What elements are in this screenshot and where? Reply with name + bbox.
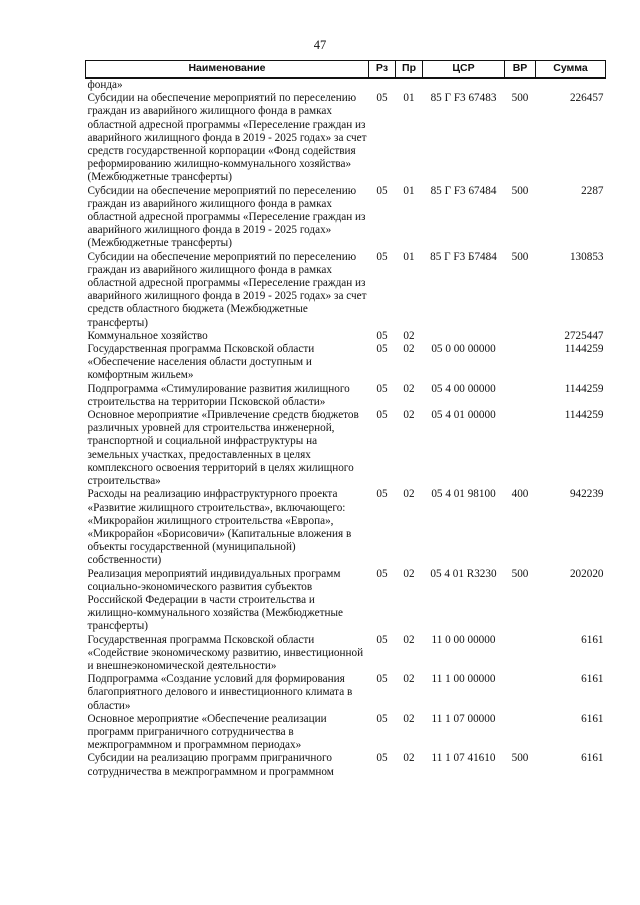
table-row <box>86 409 606 488</box>
table-row <box>86 330 606 343</box>
cell-pr: 02 <box>403 752 415 765</box>
cell-name: Субсидии на реализацию программ приграничного сотрудничества в межпрограммном и программном <box>87 752 334 778</box>
cell-name: Субсидии на обеспечение мероприятий по переселению граждан из аварийного жилищного фонда в рамках областной адресной программы «Переселение граждан из аварийного жилищного фонда в 2019 - 2025 годах» за счет средств государственной корпорации «Фонд содействия реформированию жилищно-коммунального хозяйства» (Межбюджетные трансферты) <box>87 92 367 184</box>
cell-pr: 02 <box>403 673 415 686</box>
cell-csr: 85 Г F3 Б7484 <box>430 250 497 263</box>
cell-rz: 05 <box>376 250 388 263</box>
cell-rz: 05 <box>376 673 388 686</box>
cell-csr: 11 1 07 41610 <box>431 752 496 765</box>
header-pr: Пр <box>396 61 423 79</box>
budget-table <box>85 60 606 779</box>
table-row <box>86 383 606 409</box>
cell-csr: 85 Г F3 67483 <box>430 92 497 105</box>
cell-rz: 05 <box>376 382 388 395</box>
cell-csr <box>423 78 505 92</box>
cell-name: Основное мероприятие «Обеспечение реализации программ приграничного сотрудничества в межпрограммном и программном периодах» <box>87 712 327 752</box>
cell-pr: 02 <box>403 409 415 422</box>
cell-sum: 6161 <box>581 633 604 646</box>
cell-vr: 500 <box>511 250 529 263</box>
cell-name: Расходы на реализацию инфраструктурного проекта «Развитие жилищного строительства», включающего: «Микрорайон жилищного строительства «Европа», «Микрорайон «Борисовичи» (Капитальные вложения в объекты государственной (муниципальной) собственности) <box>87 488 352 567</box>
cell-rz: 05 <box>376 92 388 105</box>
cell-pr: 02 <box>403 382 415 395</box>
cell-sum: 226457 <box>569 92 604 105</box>
table-row <box>86 634 606 674</box>
table-row <box>86 251 606 330</box>
table-row <box>86 673 606 713</box>
cell-vr: 500 <box>511 184 529 197</box>
cell-rz: 05 <box>376 567 388 580</box>
table-row <box>86 713 606 753</box>
cell-vr: 500 <box>511 92 529 105</box>
cell-csr: 05 0 00 00000 <box>431 343 496 356</box>
cell-name: Подпрограмма «Стимулирование развития жилищного строительства на территории Псковской области» <box>87 382 350 408</box>
cell-name: Коммунальное хозяйство <box>87 329 208 342</box>
cell-rz: 05 <box>376 409 388 422</box>
cell-name: Реализация мероприятий индивидуальных программ социально-экономического развития субъектов Российской Федерации в части строительства и жилищно-коммунального хозяйства (Межбюджетные трансферты) <box>87 567 343 633</box>
cell-vr: 400 <box>511 488 529 501</box>
cell-rz: 05 <box>376 343 388 356</box>
cell-pr: 02 <box>403 343 415 356</box>
cell-rz <box>369 78 396 92</box>
cell-pr: 01 <box>403 92 415 105</box>
table-row <box>86 78 606 92</box>
cell-vr: 500 <box>511 567 529 580</box>
cell-sum: 2287 <box>581 184 604 197</box>
cell-csr: 11 1 07 00000 <box>431 712 496 725</box>
cell-pr: 02 <box>403 488 415 501</box>
cell-vr <box>505 713 536 753</box>
cell-pr: 02 <box>403 567 415 580</box>
cell-pr <box>396 78 423 92</box>
cell-pr: 02 <box>403 712 415 725</box>
cell-sum: 6161 <box>581 712 604 725</box>
cell-name: Основное мероприятие «Привлечение средств бюджетов различных уровней для строительства инженерной, транспортной и социальной инфраструктуры на земельных участках, предоставленных в целях комплексного освоения территорий в целях жилищного строительства» <box>87 409 359 488</box>
cell-name: Государственная программа Псковской области «Содействие экономическому развитию, инвестиционной и внешнеэкономической деятельности» <box>87 633 364 672</box>
cell-sum: 1144259 <box>564 409 604 422</box>
cell-vr <box>505 409 536 488</box>
cell-vr <box>505 383 536 409</box>
cell-csr: 05 4 01 R3230 <box>430 567 497 580</box>
cell-sum: 1144259 <box>564 382 604 395</box>
cell-rz: 05 <box>376 633 388 646</box>
cell-pr: 02 <box>403 329 415 342</box>
cell-vr <box>505 78 536 92</box>
cell-name: Подпрограмма «Создание условий для формирования благоприятного делового и инвестиционного климата в области» <box>87 673 353 712</box>
cell-rz: 05 <box>376 712 388 725</box>
header-rz: Рз <box>369 61 396 79</box>
cell-pr: 01 <box>403 250 415 263</box>
cell-vr <box>505 343 536 383</box>
header-name: Наименование <box>86 61 369 79</box>
table-row <box>86 92 606 184</box>
cell-vr <box>505 330 536 343</box>
page-number: 47 <box>313 38 327 52</box>
cell-sum: 942239 <box>569 488 604 501</box>
cell-rz: 05 <box>376 329 388 342</box>
cell-name: Субсидии на обеспечение мероприятий по переселению граждан из аварийного жилищного фонда в рамках областной адресной программы «Переселение граждан из аварийного жилищного фонда в 2019 - 2025 годах» (Межбюджетные трансферты) <box>87 184 366 250</box>
table-body <box>86 78 606 779</box>
cell-pr: 02 <box>403 633 415 646</box>
header-csr: ЦСР <box>423 61 505 79</box>
cell-vr <box>505 673 536 713</box>
header-sum: Сумма <box>536 61 606 79</box>
cell-sum: 6161 <box>581 673 604 686</box>
cell-sum: 1144259 <box>564 343 604 356</box>
table-row <box>86 568 606 634</box>
cell-rz: 05 <box>376 752 388 765</box>
cell-sum: 6161 <box>581 752 604 765</box>
table-row <box>86 343 606 383</box>
cell-sum <box>536 78 606 92</box>
table-header <box>86 61 606 79</box>
cell-rz: 05 <box>376 488 388 501</box>
cell-csr: 05 4 00 00000 <box>431 382 496 395</box>
cell-rz: 05 <box>376 184 388 197</box>
cell-csr <box>423 330 505 343</box>
cell-csr: 85 Г F3 67484 <box>430 184 497 197</box>
cell-csr: 05 4 01 00000 <box>431 409 496 422</box>
table-row <box>86 488 606 567</box>
table-row <box>86 185 606 251</box>
cell-sum: 2725447 <box>564 329 604 342</box>
cell-sum: 130853 <box>569 250 604 263</box>
cell-pr: 01 <box>403 184 415 197</box>
cell-csr: 05 4 01 98100 <box>431 488 496 501</box>
cell-name: Субсидии на обеспечение мероприятий по переселению граждан из аварийного жилищного фонда в рамках областной адресной программы «Переселение граждан из аварийного жилищного фонда в 2019 - 2025 годах» за счет средств областного бюджета (Межбюджетные трансферты) <box>87 250 367 329</box>
cell-vr <box>505 634 536 674</box>
cell-name: фонда» <box>87 79 123 91</box>
cell-csr: 11 0 00 00000 <box>431 633 496 646</box>
cell-name: Государственная программа Псковской области «Обеспечение населения области доступным и комфортным жильем» <box>87 343 315 382</box>
header-vr: ВР <box>505 61 536 79</box>
cell-vr: 500 <box>511 752 529 765</box>
cell-csr: 11 1 00 00000 <box>431 673 496 686</box>
table-row <box>86 752 606 778</box>
cell-sum: 202020 <box>569 567 604 580</box>
